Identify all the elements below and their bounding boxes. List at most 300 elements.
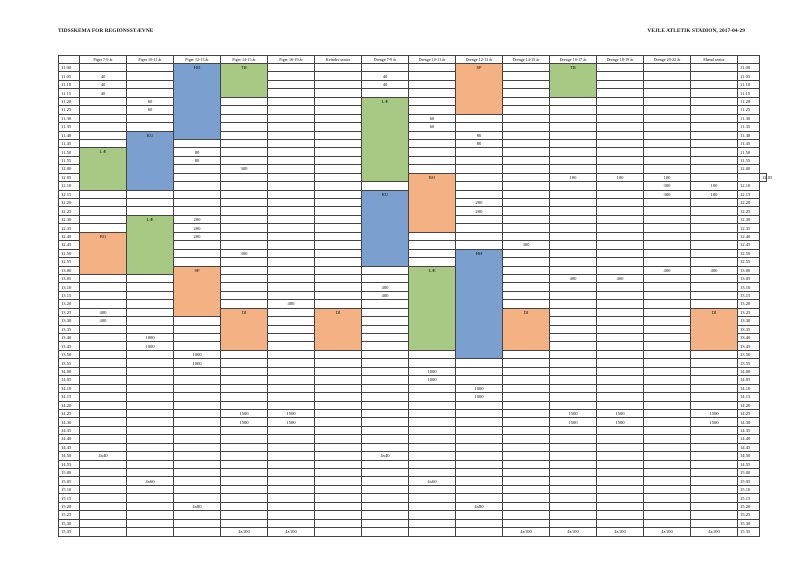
time-label-right: 11.30	[738, 114, 760, 122]
empty-cell	[80, 97, 127, 105]
empty-cell	[80, 443, 127, 451]
empty-cell	[80, 342, 127, 350]
empty-cell	[691, 114, 738, 122]
column-header: Piger 7-9 år	[80, 56, 127, 64]
empty-cell	[644, 80, 691, 88]
empty-cell	[315, 249, 362, 257]
empty-cell	[174, 401, 221, 409]
time-row	[59, 409, 767, 417]
event-cell: 300	[503, 241, 550, 249]
time-label-right: 11.50	[738, 148, 760, 156]
empty-cell	[597, 266, 644, 274]
column-header: Drenge 16-17 år	[550, 56, 597, 64]
empty-cell	[550, 494, 597, 502]
empty-cell	[503, 469, 550, 477]
empty-cell	[174, 165, 221, 173]
time-label: 11.45	[59, 139, 80, 147]
empty-cell	[597, 72, 644, 80]
event-block: LÆ	[409, 266, 456, 350]
empty-cell	[550, 131, 597, 139]
event-cell: 4x100	[221, 528, 268, 536]
empty-cell	[315, 511, 362, 519]
empty-cell	[550, 249, 597, 257]
empty-cell	[174, 207, 221, 215]
empty-cell	[315, 519, 362, 527]
empty-cell	[456, 123, 503, 131]
time-label-right: 12.55	[738, 258, 760, 266]
empty-cell	[315, 123, 362, 131]
empty-cell	[315, 350, 362, 358]
event-cell: 4x40	[80, 452, 127, 460]
empty-cell	[644, 89, 691, 97]
empty-cell	[503, 173, 550, 181]
empty-cell	[315, 376, 362, 384]
empty-cell	[409, 443, 456, 451]
empty-cell	[127, 418, 174, 426]
empty-cell	[127, 452, 174, 460]
empty-cell	[597, 156, 644, 164]
empty-cell	[174, 460, 221, 468]
event-cell: 4x100	[550, 528, 597, 536]
empty-cell	[597, 342, 644, 350]
column-header: Piger 10-11 år	[127, 56, 174, 64]
empty-cell	[644, 367, 691, 375]
empty-cell	[268, 401, 315, 409]
time-label-right: 14.00	[738, 367, 760, 375]
empty-cell	[174, 249, 221, 257]
empty-cell	[174, 452, 221, 460]
event-cell: 80	[174, 148, 221, 156]
empty-cell	[644, 215, 691, 223]
empty-cell	[597, 308, 644, 316]
time-label: 14.10	[59, 384, 80, 392]
empty-cell	[409, 511, 456, 519]
empty-cell	[503, 367, 550, 375]
empty-cell	[80, 376, 127, 384]
time-label-right: 13.05	[738, 274, 760, 282]
event-cell: 1500	[597, 418, 644, 426]
empty-cell	[644, 148, 691, 156]
event-cell: 4x100	[597, 528, 644, 536]
empty-cell	[550, 443, 597, 451]
empty-cell	[268, 334, 315, 342]
time-label: 13.45	[59, 342, 80, 350]
event-cell: 200	[174, 232, 221, 240]
empty-cell	[550, 359, 597, 367]
column-header: Piger 12-13 år	[174, 56, 221, 64]
empty-cell	[127, 308, 174, 316]
empty-cell	[174, 182, 221, 190]
event-cell: 4x100	[644, 528, 691, 536]
time-label-right: 12.20	[738, 199, 760, 207]
empty-cell	[550, 148, 597, 156]
empty-cell	[80, 139, 127, 147]
empty-cell	[221, 300, 268, 308]
empty-cell	[221, 401, 268, 409]
event-cell: 400	[691, 266, 738, 274]
empty-cell	[550, 485, 597, 493]
event-cell: 4x80	[456, 502, 503, 510]
empty-cell	[456, 359, 503, 367]
empty-cell	[268, 350, 315, 358]
time-row	[59, 452, 767, 460]
empty-cell	[691, 401, 738, 409]
empty-cell	[550, 215, 597, 223]
empty-cell	[503, 443, 550, 451]
empty-cell	[644, 224, 691, 232]
empty-cell	[127, 435, 174, 443]
empty-cell	[315, 165, 362, 173]
empty-cell	[691, 139, 738, 147]
time-label-right: 11.20	[738, 97, 760, 105]
empty-cell	[362, 418, 409, 426]
empty-cell	[691, 131, 738, 139]
empty-cell	[174, 317, 221, 325]
event-cell: 100	[691, 182, 738, 190]
event-cell: 60	[127, 106, 174, 114]
time-label-right: 15.20	[738, 502, 760, 510]
event-cell: 40	[362, 72, 409, 80]
empty-cell	[550, 114, 597, 122]
empty-cell	[221, 376, 268, 384]
empty-cell	[644, 376, 691, 384]
empty-cell	[597, 325, 644, 333]
time-label-right: 14.25	[738, 409, 760, 417]
empty-cell	[268, 519, 315, 527]
empty-cell	[127, 325, 174, 333]
event-cell: 100	[597, 173, 644, 181]
empty-cell	[362, 300, 409, 308]
schedule-table	[58, 55, 773, 537]
empty-cell	[127, 359, 174, 367]
empty-cell	[362, 502, 409, 510]
time-label-right: 12.15	[738, 190, 760, 198]
empty-cell	[409, 249, 456, 257]
empty-cell	[550, 300, 597, 308]
empty-cell	[174, 241, 221, 249]
empty-cell	[597, 426, 644, 434]
empty-cell	[456, 148, 503, 156]
empty-cell	[409, 359, 456, 367]
empty-cell	[80, 131, 127, 139]
empty-cell	[503, 215, 550, 223]
time-label: 15.15	[59, 494, 80, 502]
venue-date: VEJLE ATLETIK STADION, 2017-04-29	[647, 28, 745, 34]
empty-cell	[456, 241, 503, 249]
empty-cell	[503, 106, 550, 114]
time-row	[59, 72, 767, 80]
empty-cell	[221, 452, 268, 460]
empty-cell	[503, 148, 550, 156]
empty-cell	[221, 350, 268, 358]
empty-cell	[174, 384, 221, 392]
event-block: DI	[691, 308, 738, 350]
empty-cell	[550, 426, 597, 434]
empty-cell	[315, 241, 362, 249]
empty-cell	[456, 376, 503, 384]
empty-cell	[127, 376, 174, 384]
empty-cell	[691, 393, 738, 401]
empty-cell	[362, 64, 409, 72]
empty-cell	[597, 519, 644, 527]
empty-cell	[503, 291, 550, 299]
empty-cell	[644, 342, 691, 350]
time-label-right: 14.30	[738, 418, 760, 426]
empty-cell	[174, 469, 221, 477]
time-row	[59, 114, 767, 122]
empty-cell	[174, 435, 221, 443]
empty-cell	[174, 477, 221, 485]
empty-cell	[362, 266, 409, 274]
empty-cell	[315, 207, 362, 215]
empty-cell	[221, 477, 268, 485]
empty-cell	[315, 528, 362, 536]
header-row	[59, 56, 767, 64]
empty-cell	[644, 114, 691, 122]
empty-cell	[691, 106, 738, 114]
event-cell: 400	[362, 291, 409, 299]
event-cell: 300	[644, 182, 691, 190]
empty-cell	[503, 97, 550, 105]
empty-cell	[597, 199, 644, 207]
empty-cell	[80, 190, 127, 198]
column-header: Drenge 12-13 år	[456, 56, 503, 64]
empty-cell	[597, 165, 644, 173]
empty-cell	[268, 342, 315, 350]
time-label: 13.00	[59, 266, 80, 274]
empty-cell	[80, 426, 127, 434]
column-header: Drenge 18-19 år	[597, 56, 644, 64]
time-row	[59, 384, 767, 392]
event-cell: 400	[550, 274, 597, 282]
event-cell: 4x100	[691, 528, 738, 536]
empty-cell	[80, 469, 127, 477]
event-block: TR	[550, 64, 597, 98]
column-header: Kvinder senior	[315, 56, 362, 64]
empty-cell	[315, 502, 362, 510]
empty-cell	[503, 199, 550, 207]
time-label: 12.30	[59, 215, 80, 223]
empty-cell	[362, 393, 409, 401]
empty-cell	[456, 409, 503, 417]
empty-cell	[315, 224, 362, 232]
event-block: BO	[409, 173, 456, 232]
time-label-right: 11.25	[738, 106, 760, 114]
empty-cell	[409, 97, 456, 105]
empty-cell	[409, 350, 456, 358]
event-cell: 400	[597, 274, 644, 282]
time-label: 14.05	[59, 376, 80, 384]
empty-cell	[127, 72, 174, 80]
empty-cell	[221, 367, 268, 375]
empty-cell	[221, 123, 268, 131]
empty-cell	[691, 519, 738, 527]
empty-cell	[644, 401, 691, 409]
empty-cell	[644, 139, 691, 147]
empty-cell	[80, 106, 127, 114]
empty-cell	[691, 207, 738, 215]
empty-cell	[127, 469, 174, 477]
empty-cell	[127, 190, 174, 198]
empty-cell	[268, 443, 315, 451]
empty-cell	[221, 148, 268, 156]
empty-cell	[221, 359, 268, 367]
empty-cell	[597, 114, 644, 122]
empty-cell	[127, 485, 174, 493]
empty-cell	[268, 317, 315, 325]
event-cell: 1500	[691, 409, 738, 417]
empty-cell	[80, 207, 127, 215]
event-block: KU	[127, 131, 174, 190]
empty-cell	[315, 477, 362, 485]
time-label-right: 12.10	[738, 182, 760, 190]
column-header: Drenge 7-9 år	[362, 56, 409, 64]
empty-cell	[268, 502, 315, 510]
empty-cell	[80, 325, 127, 333]
empty-cell	[456, 418, 503, 426]
empty-cell	[550, 367, 597, 375]
empty-cell	[550, 232, 597, 240]
empty-cell	[597, 182, 644, 190]
empty-cell	[315, 300, 362, 308]
empty-cell	[503, 258, 550, 266]
empty-cell	[550, 401, 597, 409]
event-cell: 100	[644, 173, 691, 181]
empty-cell	[409, 106, 456, 114]
empty-cell	[503, 384, 550, 392]
empty-cell	[503, 224, 550, 232]
empty-cell	[362, 511, 409, 519]
empty-cell	[644, 165, 691, 173]
time-row	[59, 401, 767, 409]
empty-cell	[315, 393, 362, 401]
empty-cell	[550, 376, 597, 384]
empty-cell	[597, 469, 644, 477]
empty-cell	[80, 519, 127, 527]
empty-cell	[268, 376, 315, 384]
empty-cell	[644, 460, 691, 468]
time-label: 13.30	[59, 317, 80, 325]
time-label-right: 14.20	[738, 401, 760, 409]
time-label: 14.40	[59, 435, 80, 443]
event-cell: 4x100	[503, 528, 550, 536]
empty-cell	[691, 469, 738, 477]
empty-cell	[315, 131, 362, 139]
empty-cell	[691, 258, 738, 266]
empty-cell	[550, 342, 597, 350]
empty-cell	[597, 359, 644, 367]
empty-cell	[456, 435, 503, 443]
empty-cell	[362, 426, 409, 434]
event-cell: 100	[691, 190, 738, 198]
empty-cell	[315, 106, 362, 114]
empty-cell	[456, 528, 503, 536]
empty-cell	[315, 64, 362, 72]
empty-cell	[644, 199, 691, 207]
time-row	[59, 393, 767, 401]
time-label: 15.05	[59, 477, 80, 485]
empty-cell	[503, 409, 550, 417]
empty-cell	[550, 511, 597, 519]
empty-cell	[268, 131, 315, 139]
empty-cell	[362, 485, 409, 493]
time-label: 13.15	[59, 291, 80, 299]
empty-cell	[597, 393, 644, 401]
empty-cell	[127, 460, 174, 468]
empty-cell	[315, 291, 362, 299]
empty-cell	[503, 190, 550, 198]
empty-cell	[174, 190, 221, 198]
empty-cell	[127, 384, 174, 392]
empty-cell	[80, 435, 127, 443]
empty-cell	[362, 460, 409, 468]
time-label: 14.20	[59, 401, 80, 409]
empty-cell	[409, 519, 456, 527]
time-label: 12.15	[59, 190, 80, 198]
time-label-right: 12.50	[738, 249, 760, 257]
event-cell: 40	[362, 80, 409, 88]
event-block: DI	[503, 308, 550, 350]
empty-cell	[597, 190, 644, 198]
empty-cell	[80, 359, 127, 367]
empty-cell	[362, 443, 409, 451]
empty-cell	[221, 106, 268, 114]
empty-cell	[550, 123, 597, 131]
empty-cell	[644, 435, 691, 443]
empty-cell	[409, 72, 456, 80]
event-cell: 400	[362, 283, 409, 291]
time-row	[59, 511, 767, 519]
empty-cell	[409, 469, 456, 477]
empty-cell	[174, 342, 221, 350]
time-row	[59, 426, 767, 434]
empty-cell	[456, 477, 503, 485]
event-cell: 80	[456, 139, 503, 147]
empty-cell	[221, 266, 268, 274]
time-label-right: 12.40	[738, 232, 760, 240]
event-block: HØ	[456, 249, 503, 359]
empty-cell	[174, 367, 221, 375]
empty-cell	[503, 435, 550, 443]
empty-cell	[315, 148, 362, 156]
event-cell: 4x80	[174, 502, 221, 510]
empty-cell	[127, 367, 174, 375]
empty-cell	[268, 359, 315, 367]
empty-cell	[503, 502, 550, 510]
empty-cell	[691, 165, 738, 173]
empty-cell	[127, 317, 174, 325]
empty-cell	[597, 384, 644, 392]
empty-cell	[409, 435, 456, 443]
empty-cell	[597, 139, 644, 147]
empty-cell	[127, 274, 174, 282]
time-label: 12.50	[59, 249, 80, 257]
event-cell: 200	[456, 207, 503, 215]
empty-cell	[456, 165, 503, 173]
event-cell: 1000	[127, 342, 174, 350]
empty-cell	[409, 502, 456, 510]
empty-cell	[362, 401, 409, 409]
empty-cell	[409, 485, 456, 493]
empty-cell	[221, 190, 268, 198]
time-row	[59, 485, 767, 493]
empty-cell	[503, 80, 550, 88]
empty-cell	[409, 258, 456, 266]
empty-cell	[174, 494, 221, 502]
empty-cell	[738, 173, 760, 181]
empty-cell	[644, 485, 691, 493]
empty-cell	[80, 300, 127, 308]
